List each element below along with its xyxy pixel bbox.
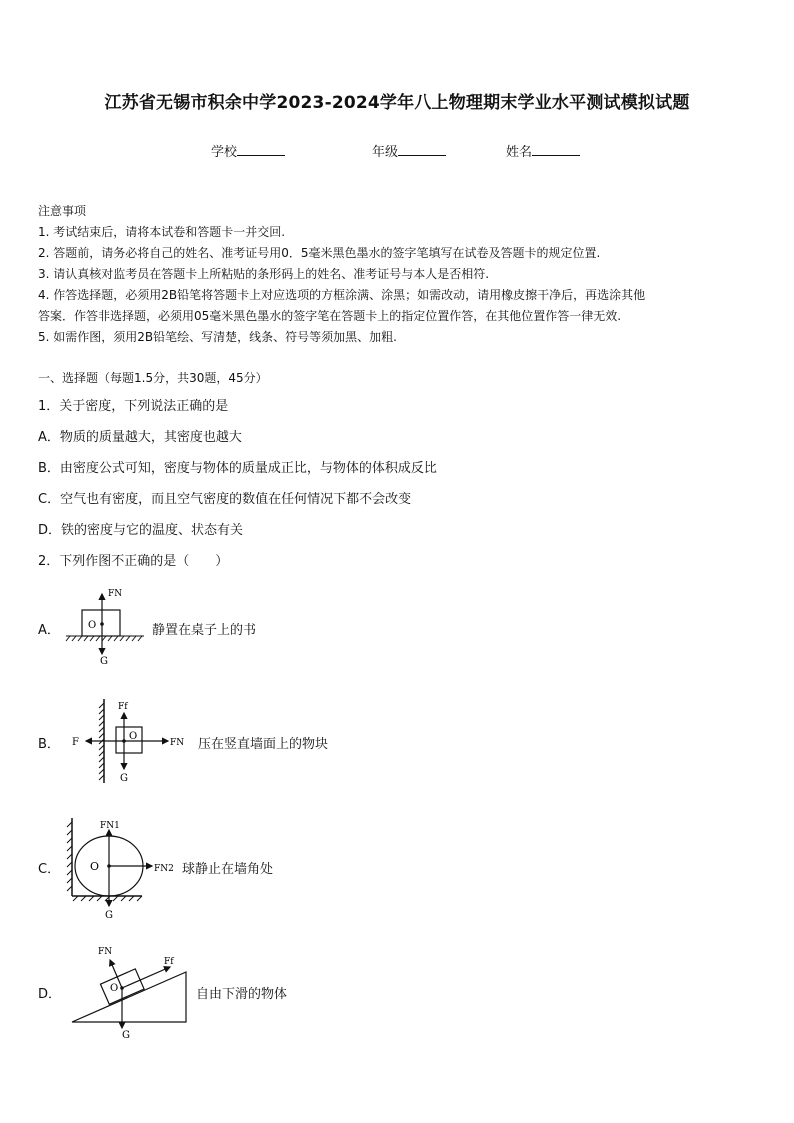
question-2-stem: 2．下列作图不正确的是（ ）	[38, 554, 229, 569]
question-2-option-b-caption: 压在竖直墙面上的物块	[198, 737, 329, 752]
question-2-option-a-caption: 静置在桌子上的书	[152, 623, 257, 638]
label-o: O	[90, 860, 100, 873]
incline-triangle	[72, 972, 186, 1022]
diagram-block-on-wall	[66, 695, 196, 787]
label-fn: FN	[170, 738, 185, 748]
center-dot	[107, 864, 111, 868]
question-2-option-c-caption: 球静止在墙角处	[182, 862, 274, 877]
label-fn: FN	[108, 589, 123, 599]
center-dot	[122, 739, 126, 743]
notice-item: 4. 作答选择题，必须用2B铅笔将答题卡上对应选项的方框涂满、涂黑；如需改动，请用橡皮擦干净后，再选涂其他	[38, 288, 646, 302]
notice-item: 5. 如需作图，须用2B铅笔绘、写清楚，线条、符号等须加黑、加粗.	[38, 330, 397, 344]
grade-label: 年级	[372, 145, 399, 160]
center-dot	[120, 986, 124, 990]
question-2-option-d-letter: D．	[38, 987, 62, 1002]
label-o: O	[110, 983, 119, 994]
label-fn: FN	[98, 947, 113, 957]
notice-heading: 注意事项	[38, 204, 87, 218]
question-1-stem: 1．关于密度，下列说法正确的是	[38, 399, 229, 414]
question-2-option-c-letter: C．	[38, 862, 61, 877]
label-o: O	[88, 620, 97, 631]
label-g: G	[122, 1030, 130, 1040]
label-g: G	[120, 773, 128, 784]
school-field	[211, 141, 285, 160]
label-ft: Ff	[118, 702, 128, 712]
question-1-option-c: C．空气也有密度，而且空气密度的数值在任何情况下都不会改变	[38, 492, 412, 507]
question-1-option-a: A．物质的质量越大，其密度也越大	[38, 430, 242, 445]
label-fn2: FN2	[154, 864, 174, 874]
label-ft: Ff	[164, 957, 174, 967]
section-heading: 一、选择题（每题1.5分，共30题，45分）	[38, 371, 268, 385]
question-2-option-d-caption: 自由下滑的物体	[196, 987, 288, 1002]
label-o: O	[129, 731, 138, 742]
diagram-ball-in-corner	[62, 814, 182, 922]
table-hatching	[66, 636, 144, 641]
diagram-block-on-incline	[66, 940, 192, 1040]
label-g: G	[105, 910, 113, 921]
name-blank	[532, 144, 580, 156]
notice-item: 3. 请认真核对监考员在答题卡上所粘贴的条形码上的姓名、准考证号与本人是否相符.	[38, 267, 490, 281]
label-f: F	[72, 737, 79, 748]
name-label: 姓名	[506, 145, 533, 160]
school-label: 学校	[211, 145, 238, 160]
notice-item: 1. 考试结束后，请将本试卷和答题卡一并交回.	[38, 225, 286, 239]
diagram-book-on-table	[60, 584, 150, 670]
grade-blank	[398, 144, 446, 156]
question-2-option-b-letter: B．	[38, 737, 60, 752]
school-blank	[237, 144, 285, 156]
label-g: G	[100, 656, 108, 667]
question-1-option-d: D．铁的密度与它的温度、状态有关	[38, 523, 244, 538]
notice-item: 2. 答题前，请务必将自己的姓名、准考证号用0．5毫米黑色墨水的签字笔填写在试卷及答题卡的规定位置.	[38, 246, 601, 260]
page-title: 江苏省无锡市积余中学2023-2024学年八上物理期末学业水平测试模拟试题	[104, 93, 690, 113]
grade-field	[372, 141, 446, 160]
center-dot	[100, 622, 104, 626]
label-fn1: FN1	[100, 821, 120, 831]
question-1-option-b: B．由密度公式可知，密度与物体的质量成正比，与物体的体积成反比	[38, 461, 437, 476]
friction-arrow	[122, 967, 170, 988]
notice-item: 答案．作答非选择题，必须用05毫米黑色墨水的签字笔在答题卡上的指定位置作答，在其他位置作答一律无效.	[38, 309, 622, 323]
name-field	[506, 141, 580, 160]
question-2-option-a-letter: A．	[38, 623, 60, 638]
